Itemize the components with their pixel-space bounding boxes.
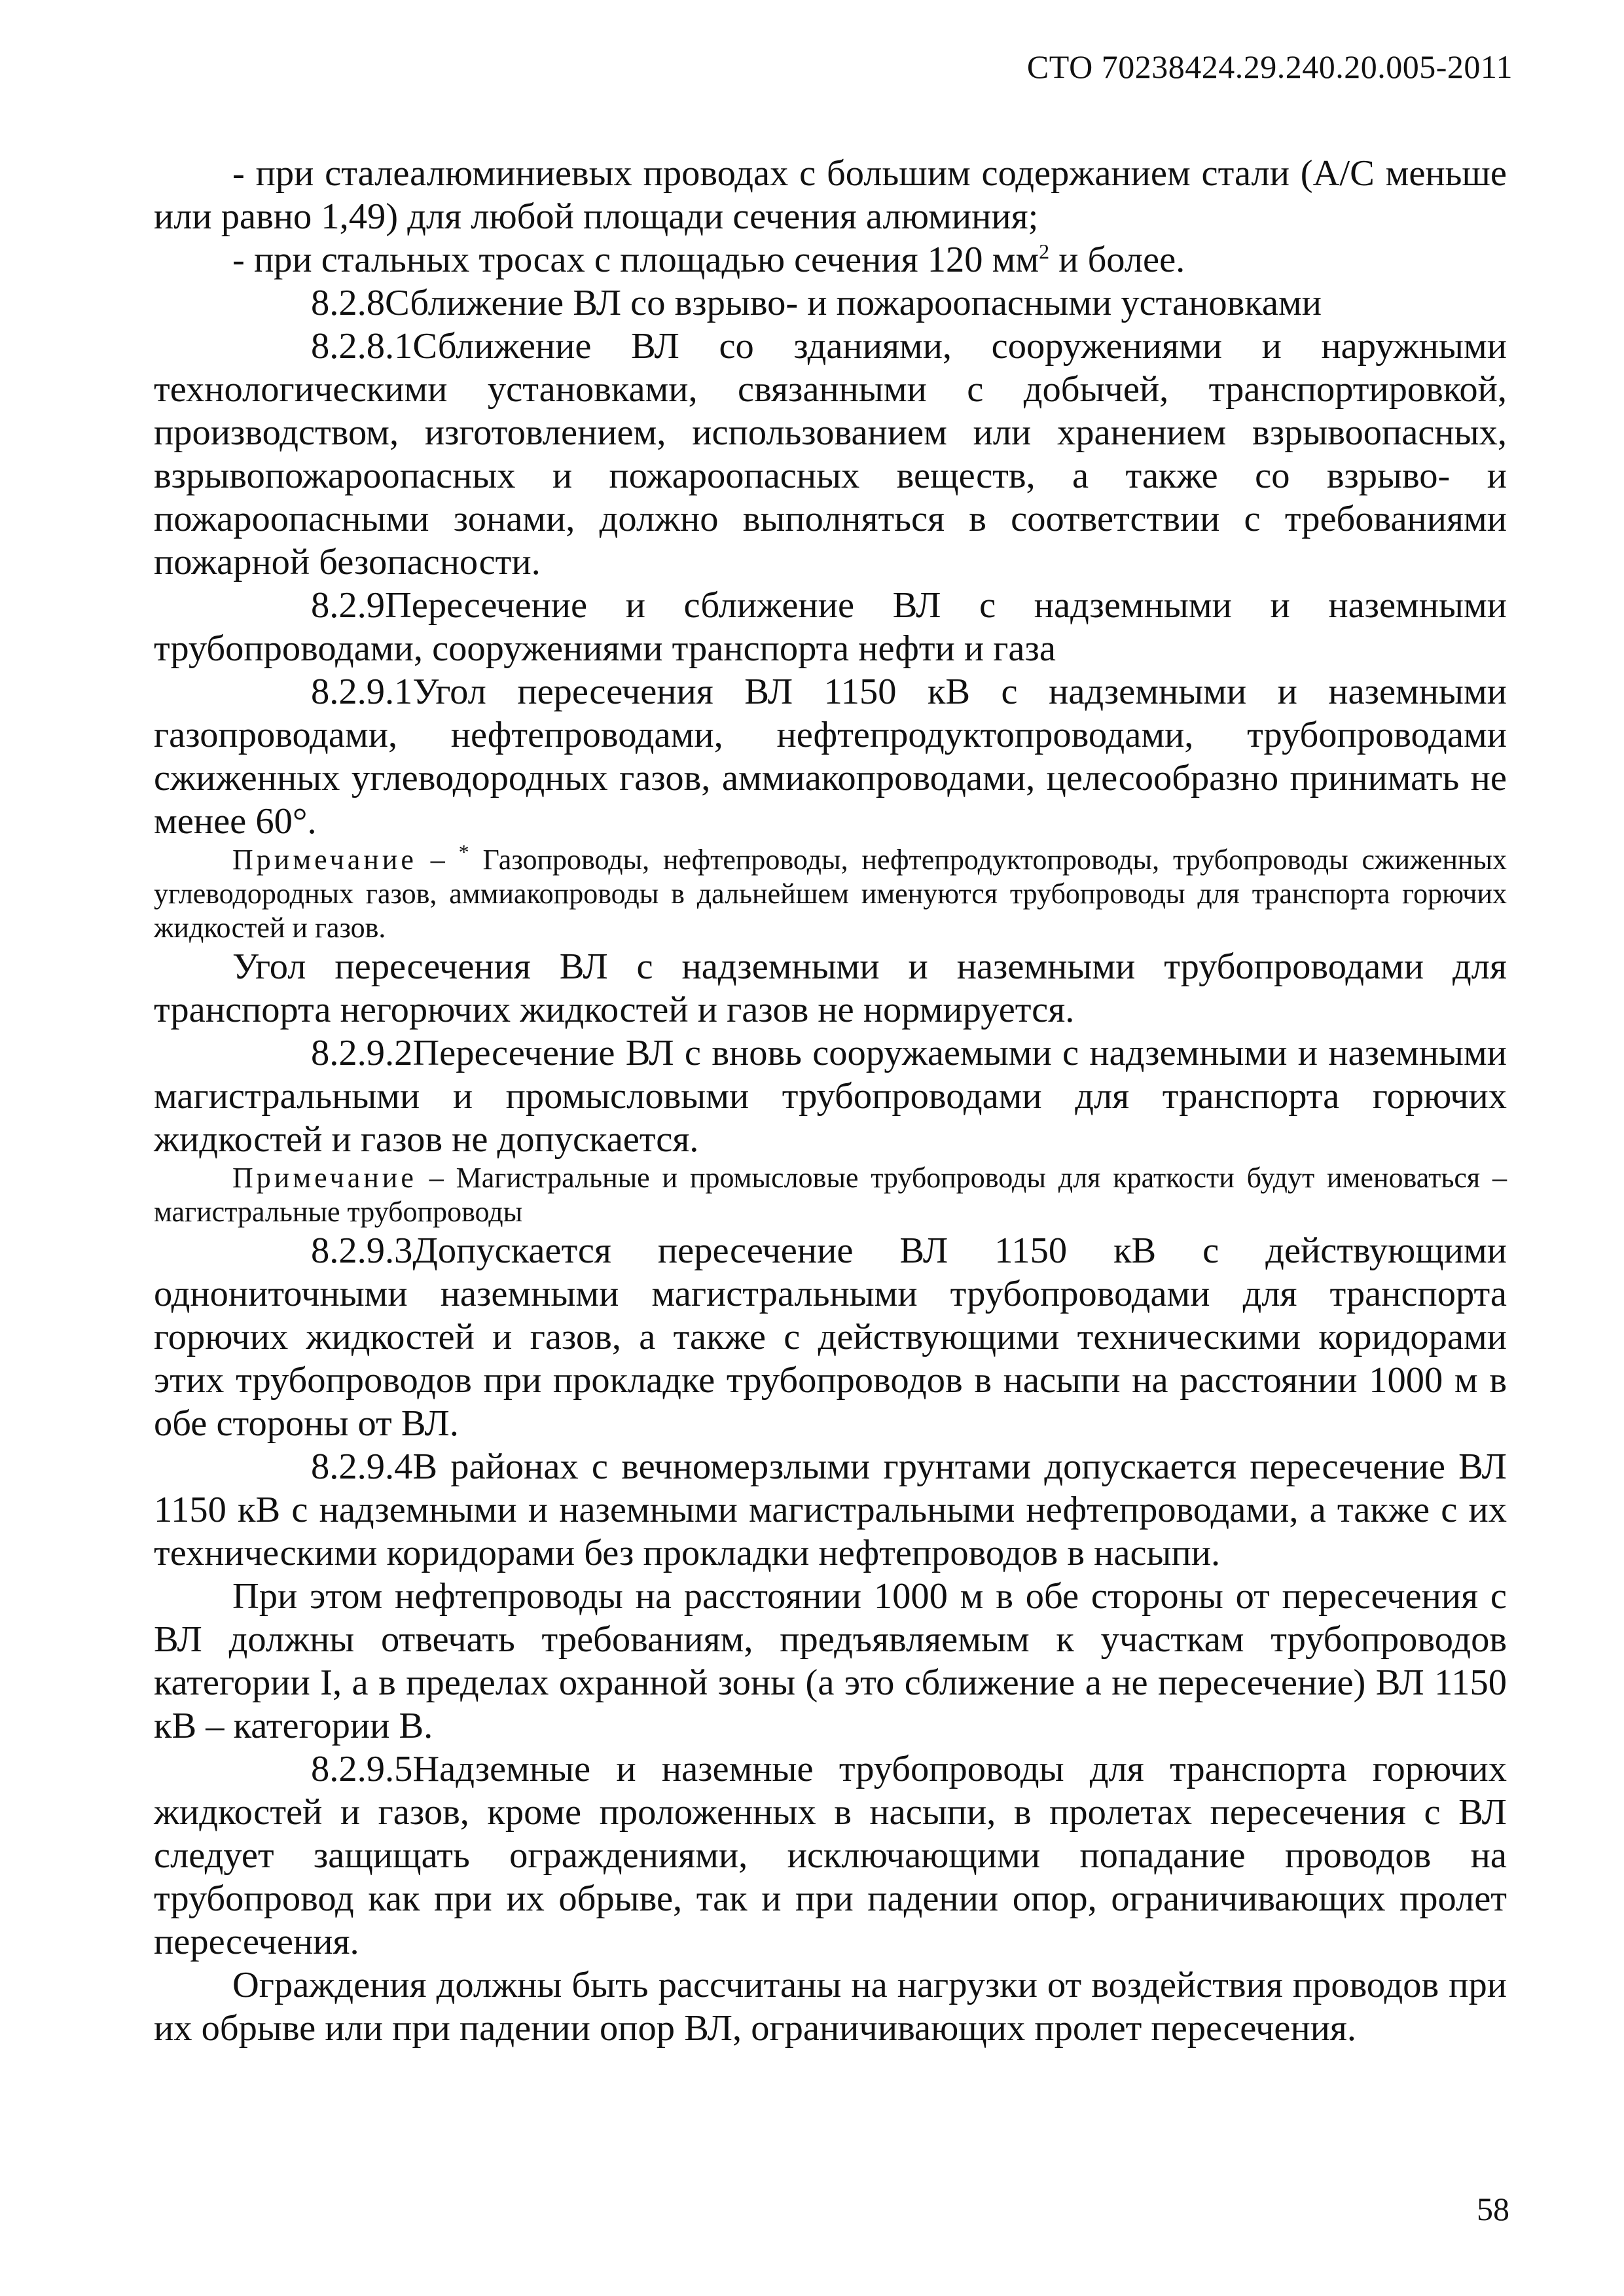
note-dash: –	[416, 844, 459, 876]
page-number: 58	[1477, 2191, 1509, 2227]
section-8-2-9-3	[154, 1229, 1507, 1445]
section-8-2-8-heading	[154, 281, 1507, 325]
note-pipelines-definition	[154, 840, 1507, 945]
section-number: 8.2.9.1	[311, 672, 413, 712]
section-number: 8.2.8.1	[311, 326, 413, 367]
note-label: Примечание	[232, 1162, 417, 1194]
section-title: Сближение ВЛ со взрыво- и пожароопасными установками	[385, 283, 1322, 323]
paragraph-fence-loads: Ограждения должны быть рассчитаны на нагрузки от воздействия проводов при их обрыве или при падении опор ВЛ, ограничивающих пролет пересечения.	[154, 1965, 1507, 2049]
section-number: 8.2.8	[311, 283, 385, 323]
section-number: 8.2.9.5	[311, 1749, 413, 1789]
asterisk-superscript: *	[458, 840, 469, 864]
section-8-2-9-1	[154, 670, 1507, 843]
note-label: Примечание	[232, 844, 417, 876]
section-8-2-8-1	[154, 325, 1507, 584]
section-8-2-9-heading	[154, 584, 1507, 670]
section-8-2-9-4	[154, 1445, 1507, 1575]
note-text: – Магистральные и промысловые трубопроводы для краткости будут именоваться – магистральные трубопроводы	[154, 1162, 1507, 1228]
section-text: Надземные и наземные трубопроводы для транспорта горючих жидкостей и газов, кроме проложенных в насыпи, в пролетах пересечения с ВЛ следует защищать ограждениями, исключающими попадание проводов на трубопровод как при их обрыве, так и при падении опор, ограничивающих пролет пересечения.	[154, 1749, 1507, 1962]
section-text: Допускается пересечение ВЛ 1150 кВ с действующими однониточными наземными магистральными трубопроводами для транспорта горючих жидкостей и газов, а также с действующими техническими коридорами этих трубопроводов при прокладке трубопроводов в насыпи на расстоянии 1000 м в обе стороны от ВЛ.	[154, 1230, 1507, 1444]
paragraph-steel-cables	[154, 238, 1507, 281]
paragraph-crossing-angle: Угол пересечения ВЛ с надземными и наземными трубопроводами для транспорта негорючих жидкостей и газов не нормируется.	[154, 946, 1507, 1030]
document-code-header: СТО 70238424.29.240.20.005-2011	[1026, 48, 1513, 85]
superscript-2: 2	[1039, 240, 1050, 264]
section-text: Угол пересечения ВЛ 1150 кВ с надземными и наземными газопроводами, нефтепроводами, нефтепродуктопроводами, трубопроводами сжиженных углеводородных газов, аммиакопроводами, целесообразно принимать не менее 60°.	[154, 672, 1507, 842]
section-8-2-9-5	[154, 1748, 1507, 1964]
section-8-2-9-2	[154, 1031, 1507, 1161]
paragraph-steel-cables-text: - при стальных тросах с площадью сечения 120 мм	[232, 240, 1039, 280]
section-text: Пересечение ВЛ с вновь сооружаемыми с надземными и наземными магистральными и промысловыми трубопроводами для транспорта горючих жидкостей и газов не допускается.	[154, 1033, 1507, 1160]
section-number: 8.2.9.2	[311, 1033, 413, 1073]
section-text: В районах с вечномерзлыми грунтами допускается пересечение ВЛ 1150 кВ с надземными и наземными магистральными нефтепроводами, а также с их техническими коридорами без прокладки нефтепроводов в насыпи.	[154, 1446, 1507, 1573]
section-text: Сближение ВЛ со зданиями, сооружениями и наружными технологическими установками, связанными с добычей, транспортировкой, производством, изготовлением, использованием или хранением взрывоопасных, взрывопожароопасных и пожароопасных веществ, а также со взрыво- и пожароопасными зонами, должно выполняться в соответствии с требованиями пожарной безопасности.	[154, 326, 1507, 583]
document-body	[154, 152, 1507, 2050]
section-number: 8.2.9	[311, 585, 385, 626]
section-number: 8.2.9.3	[311, 1230, 413, 1271]
section-title: Пересечение и сближение ВЛ с надземными и наземными трубопроводами, сооружениями транспорта нефти и газа	[154, 585, 1507, 669]
paragraph-steel-cables-tail: и более.	[1049, 240, 1185, 280]
note-text: Газопроводы, нефтепроводы, нефтепродуктопроводы, трубопроводы сжиженных углеводородных газов, аммиакопроводы в дальнейшем именуются трубопроводы для транспорта горючих жидкостей и газов.	[154, 844, 1507, 944]
paragraph-steel-aluminum-wires: - при сталеалюминиевых проводах с большим содержанием стали (А/С меньше или равно 1,49) для любой площади сечения алюминия;	[154, 153, 1507, 237]
section-number: 8.2.9.4	[311, 1446, 413, 1487]
paragraph-oil-pipelines-category: При этом нефтепроводы на расстоянии 1000 м в обе стороны от пересечения с ВЛ должны отвечать требованиям, предъявляемым к участкам трубопроводов категории I, а в пределах охранной зоны (а это сближение а не пересечение) ВЛ 1150 кВ – категории В.	[154, 1576, 1507, 1746]
note-main-pipelines	[154, 1161, 1507, 1229]
